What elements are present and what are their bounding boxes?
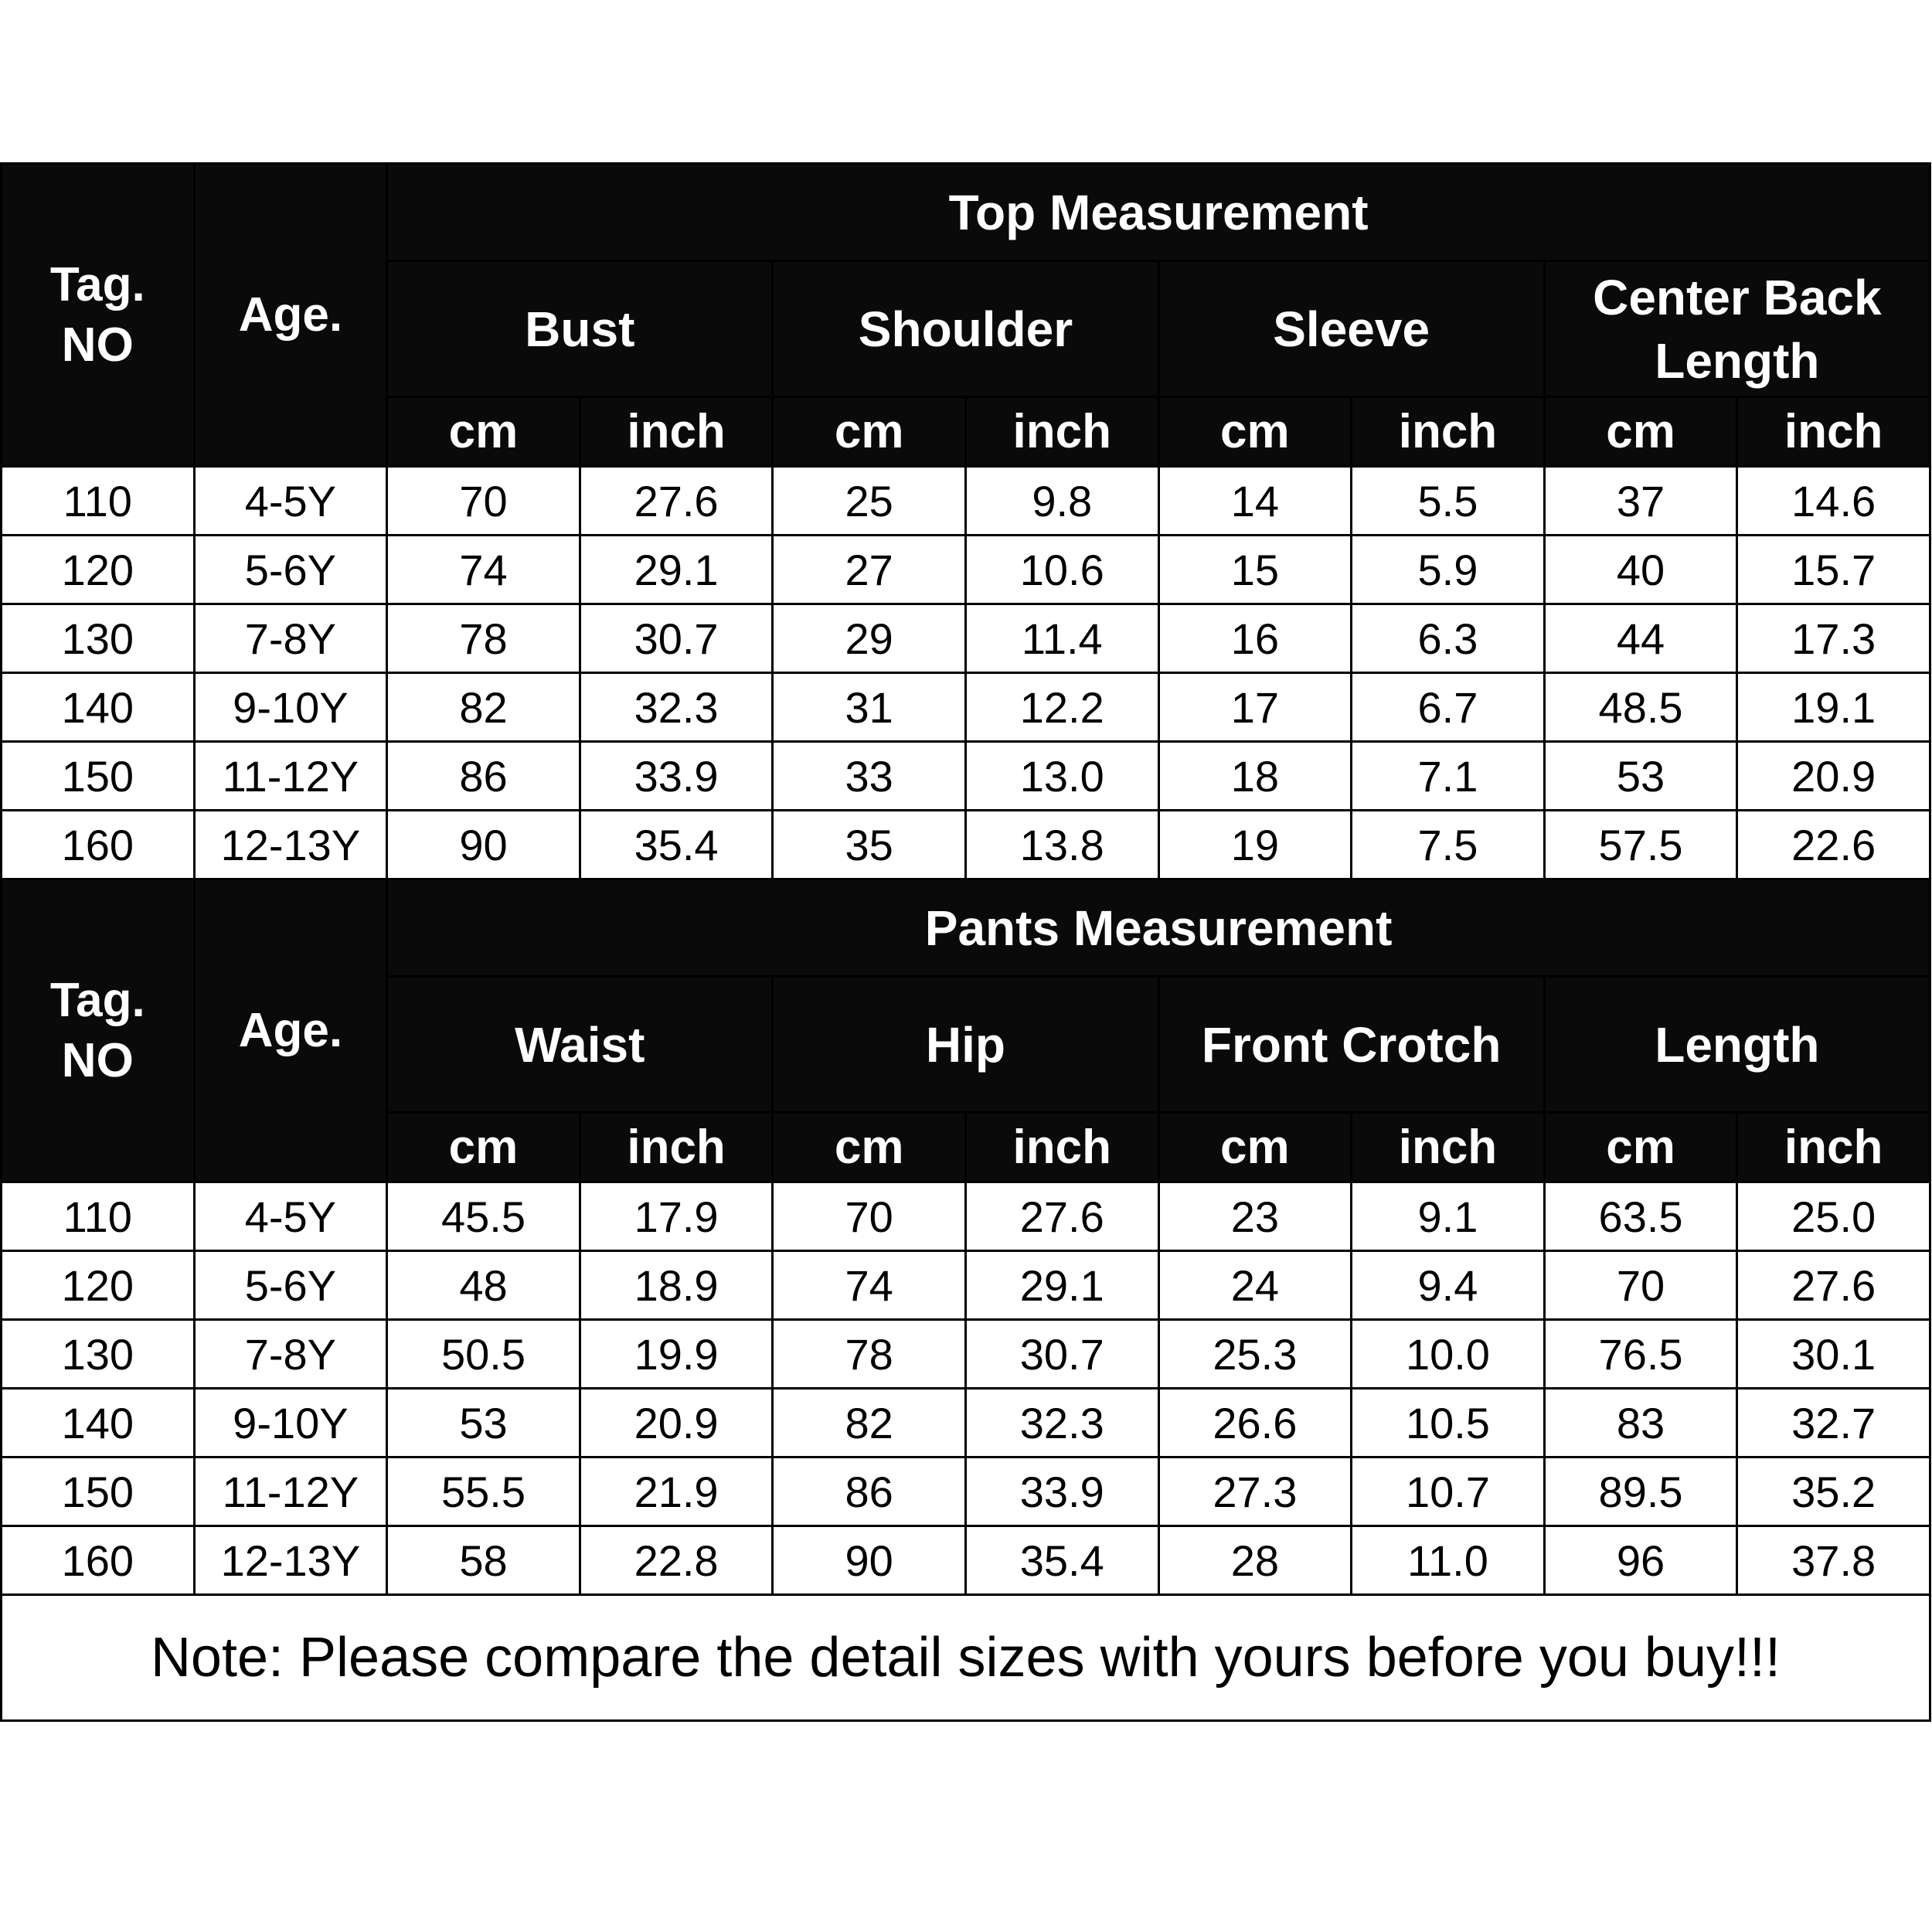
table-cell: 11-12Y xyxy=(194,742,387,811)
pants-title-row xyxy=(2,879,1930,977)
table-row xyxy=(2,1182,1930,1251)
table-cell: 6.3 xyxy=(1352,604,1545,673)
table-cell: 53 xyxy=(1544,742,1737,811)
table-row xyxy=(2,811,1930,879)
table-cell: 35.4 xyxy=(580,811,773,879)
table-cell: 17 xyxy=(1158,673,1352,742)
table-cell: 110 xyxy=(2,1182,195,1251)
table-cell: 130 xyxy=(2,604,195,673)
top-unit-cm: cm xyxy=(1158,397,1352,467)
table-cell: 160 xyxy=(2,811,195,879)
table-cell: 7.1 xyxy=(1352,742,1545,811)
table-cell: 31 xyxy=(773,673,966,742)
table-cell: 37 xyxy=(1544,467,1737,536)
table-cell: 55.5 xyxy=(387,1458,580,1526)
table-cell: 17.9 xyxy=(580,1182,773,1251)
table-cell: 9-10Y xyxy=(194,1389,387,1458)
table-cell: 15 xyxy=(1158,536,1352,604)
table-row xyxy=(2,1458,1930,1526)
pants-tag-line2: NO xyxy=(61,1033,134,1087)
table-cell: 30.7 xyxy=(965,1320,1158,1389)
table-cell: 19.1 xyxy=(1737,673,1930,742)
top-data-rows xyxy=(2,467,1930,879)
table-cell: 86 xyxy=(387,742,580,811)
table-cell: 57.5 xyxy=(1544,811,1737,879)
table-cell: 22.8 xyxy=(580,1526,773,1595)
table-cell: 78 xyxy=(387,604,580,673)
table-cell: 10.7 xyxy=(1352,1458,1545,1526)
pants-measurement-title: Pants Measurement xyxy=(387,879,1930,977)
table-cell: 10.0 xyxy=(1352,1320,1545,1389)
table-cell: 33.9 xyxy=(965,1458,1158,1526)
note-text: Note: Please compare the detail sizes with yours before you buy!!! xyxy=(2,1595,1930,1721)
waist-header: Waist xyxy=(387,977,773,1113)
table-cell: 83 xyxy=(1544,1389,1737,1458)
table-cell: 53 xyxy=(387,1389,580,1458)
table-cell: 18 xyxy=(1158,742,1352,811)
table-row xyxy=(2,604,1930,673)
table-cell: 86 xyxy=(773,1458,966,1526)
pants-unit-inch: inch xyxy=(1737,1113,1930,1182)
table-cell: 30.7 xyxy=(580,604,773,673)
table-cell: 17.3 xyxy=(1737,604,1930,673)
table-cell: 33.9 xyxy=(580,742,773,811)
top-unit-inch: inch xyxy=(1352,397,1545,467)
table-cell: 74 xyxy=(387,536,580,604)
table-cell: 50.5 xyxy=(387,1320,580,1389)
pants-unit-inch: inch xyxy=(1352,1113,1545,1182)
table-cell: 9.1 xyxy=(1352,1182,1545,1251)
note-row xyxy=(2,1595,1930,1721)
table-cell: 26.6 xyxy=(1158,1389,1352,1458)
pants-unit-inch: inch xyxy=(965,1113,1158,1182)
table-cell: 27 xyxy=(773,536,966,604)
table-cell: 48 xyxy=(387,1251,580,1320)
table-cell: 120 xyxy=(2,1251,195,1320)
table-cell: 7.5 xyxy=(1352,811,1545,879)
table-cell: 10.5 xyxy=(1352,1389,1545,1458)
table-cell: 5-6Y xyxy=(194,1251,387,1320)
table-cell: 9.4 xyxy=(1352,1251,1545,1320)
table-cell: 89.5 xyxy=(1544,1458,1737,1526)
size-chart-table xyxy=(0,162,1931,1722)
length-header: Length xyxy=(1544,977,1930,1113)
table-cell: 25.0 xyxy=(1737,1182,1930,1251)
table-cell: 96 xyxy=(1544,1526,1737,1595)
table-cell: 11.0 xyxy=(1352,1526,1545,1595)
table-cell: 35.4 xyxy=(965,1526,1158,1595)
table-cell: 12-13Y xyxy=(194,1526,387,1595)
table-cell: 40 xyxy=(1544,536,1737,604)
table-cell: 35.2 xyxy=(1737,1458,1930,1526)
top-age-header: Age. xyxy=(194,164,387,467)
top-unit-inch: inch xyxy=(580,397,773,467)
top-unit-cm: cm xyxy=(387,397,580,467)
table-cell: 9.8 xyxy=(965,467,1158,536)
table-cell: 11-12Y xyxy=(194,1458,387,1526)
table-cell: 14 xyxy=(1158,467,1352,536)
table-cell: 20.9 xyxy=(580,1389,773,1458)
table-cell: 29.1 xyxy=(580,536,773,604)
table-cell: 21.9 xyxy=(580,1458,773,1526)
top-unit-cm: cm xyxy=(1544,397,1737,467)
table-cell: 160 xyxy=(2,1526,195,1595)
table-cell: 9-10Y xyxy=(194,673,387,742)
table-cell: 13.0 xyxy=(965,742,1158,811)
table-row xyxy=(2,1320,1930,1389)
table-cell: 12.2 xyxy=(965,673,1158,742)
pants-unit-cm: cm xyxy=(1544,1113,1737,1182)
table-cell: 4-5Y xyxy=(194,1182,387,1251)
table-cell: 24 xyxy=(1158,1251,1352,1320)
sleeve-header: Sleeve xyxy=(1158,261,1544,397)
table-cell: 74 xyxy=(773,1251,966,1320)
table-cell: 120 xyxy=(2,536,195,604)
table-cell: 130 xyxy=(2,1320,195,1389)
table-cell: 48.5 xyxy=(1544,673,1737,742)
bust-header: Bust xyxy=(387,261,773,397)
table-cell: 150 xyxy=(2,1458,195,1526)
table-row xyxy=(2,536,1930,604)
table-cell: 25 xyxy=(773,467,966,536)
table-cell: 45.5 xyxy=(387,1182,580,1251)
top-unit-cm: cm xyxy=(773,397,966,467)
hip-header: Hip xyxy=(773,977,1158,1113)
table-cell: 14.6 xyxy=(1737,467,1930,536)
table-cell: 44 xyxy=(1544,604,1737,673)
table-cell: 110 xyxy=(2,467,195,536)
table-cell: 20.9 xyxy=(1737,742,1930,811)
table-cell: 29 xyxy=(773,604,966,673)
pants-unit-cm: cm xyxy=(773,1113,966,1182)
table-cell: 63.5 xyxy=(1544,1182,1737,1251)
table-cell: 5.5 xyxy=(1352,467,1545,536)
table-cell: 5-6Y xyxy=(194,536,387,604)
pants-unit-cm: cm xyxy=(1158,1113,1352,1182)
size-chart xyxy=(0,162,1929,1722)
table-cell: 11.4 xyxy=(965,604,1158,673)
table-cell: 12-13Y xyxy=(194,811,387,879)
top-tag-line1: Tag. xyxy=(49,257,145,311)
pants-unit-inch: inch xyxy=(580,1113,773,1182)
table-cell: 19 xyxy=(1158,811,1352,879)
table-cell: 90 xyxy=(773,1526,966,1595)
pants-data-rows xyxy=(2,1182,1930,1595)
top-tag-line2: NO xyxy=(61,318,134,372)
table-cell: 15.7 xyxy=(1737,536,1930,604)
top-tag-header xyxy=(2,164,195,467)
table-cell: 70 xyxy=(1544,1251,1737,1320)
table-cell: 76.5 xyxy=(1544,1320,1737,1389)
table-cell: 22.6 xyxy=(1737,811,1930,879)
table-cell: 140 xyxy=(2,673,195,742)
top-unit-inch: inch xyxy=(965,397,1158,467)
table-row xyxy=(2,1251,1930,1320)
table-row xyxy=(2,1389,1930,1458)
table-cell: 6.7 xyxy=(1352,673,1545,742)
table-cell: 18.9 xyxy=(580,1251,773,1320)
table-cell: 58 xyxy=(387,1526,580,1595)
center-back-line2: Length xyxy=(1655,332,1820,389)
shoulder-header: Shoulder xyxy=(773,261,1158,397)
table-row xyxy=(2,467,1930,536)
table-cell: 5.9 xyxy=(1352,536,1545,604)
table-cell: 70 xyxy=(773,1182,966,1251)
table-cell: 35 xyxy=(773,811,966,879)
table-cell: 27.3 xyxy=(1158,1458,1352,1526)
table-cell: 82 xyxy=(773,1389,966,1458)
table-cell: 150 xyxy=(2,742,195,811)
table-cell: 32.3 xyxy=(580,673,773,742)
table-cell: 16 xyxy=(1158,604,1352,673)
table-row xyxy=(2,1526,1930,1595)
center-back-length-header xyxy=(1544,261,1930,397)
top-title-row xyxy=(2,164,1930,261)
pants-tag-line1: Tag. xyxy=(49,973,145,1027)
table-cell: 23 xyxy=(1158,1182,1352,1251)
table-cell: 28 xyxy=(1158,1526,1352,1595)
table-cell: 37.8 xyxy=(1737,1526,1930,1595)
table-cell: 7-8Y xyxy=(194,604,387,673)
front-crotch-header: Front Crotch xyxy=(1158,977,1544,1113)
table-row xyxy=(2,742,1930,811)
table-cell: 25.3 xyxy=(1158,1320,1352,1389)
pants-age-header: Age. xyxy=(194,879,387,1182)
center-back-line1: Center Back xyxy=(1593,269,1882,325)
table-cell: 30.1 xyxy=(1737,1320,1930,1389)
table-cell: 140 xyxy=(2,1389,195,1458)
table-cell: 32.7 xyxy=(1737,1389,1930,1458)
table-cell: 70 xyxy=(387,467,580,536)
table-cell: 13.8 xyxy=(965,811,1158,879)
top-unit-inch: inch xyxy=(1737,397,1930,467)
table-cell: 4-5Y xyxy=(194,467,387,536)
table-cell: 82 xyxy=(387,673,580,742)
table-cell: 33 xyxy=(773,742,966,811)
table-cell: 90 xyxy=(387,811,580,879)
table-cell: 27.6 xyxy=(1737,1251,1930,1320)
table-cell: 78 xyxy=(773,1320,966,1389)
table-cell: 27.6 xyxy=(965,1182,1158,1251)
pants-tag-header xyxy=(2,879,195,1182)
top-measurement-title: Top Measurement xyxy=(387,164,1930,261)
table-cell: 10.6 xyxy=(965,536,1158,604)
table-cell: 7-8Y xyxy=(194,1320,387,1389)
table-cell: 32.3 xyxy=(965,1389,1158,1458)
table-cell: 29.1 xyxy=(965,1251,1158,1320)
pants-unit-cm: cm xyxy=(387,1113,580,1182)
table-row xyxy=(2,673,1930,742)
table-cell: 27.6 xyxy=(580,467,773,536)
table-cell: 19.9 xyxy=(580,1320,773,1389)
